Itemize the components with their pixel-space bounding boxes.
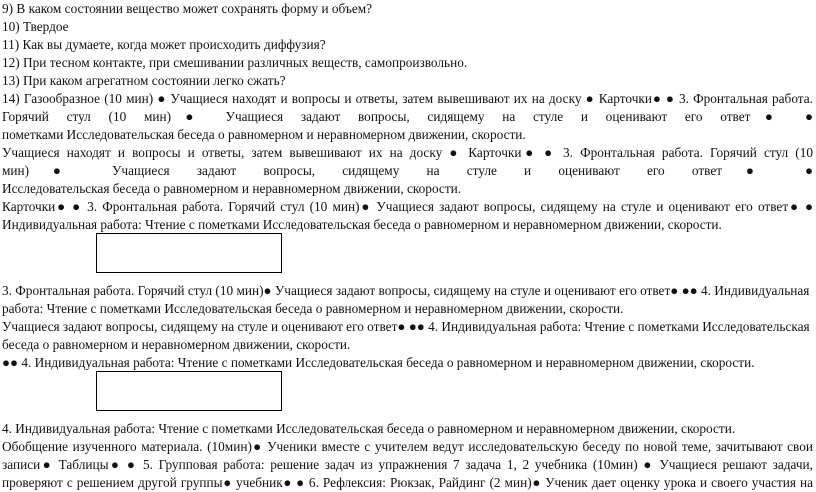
text-line: записи● Таблицы● ● 5. Групповая работа: решение задач из упражнения 7 задача 1, 2 учебника (10мин) ● Учащиеся решают задачи,	[2, 457, 813, 472]
text-line: пометками Исследовательская беседа о равномерном и неравномерном движении, скорости.	[2, 127, 526, 142]
text-line: беседа о равномерном и неравномерном движении, скорости.	[2, 337, 351, 352]
question-11: 11) Как вы думаете, когда может происходить диффузия?	[2, 37, 326, 52]
text-line: Учащиеся находят и вопросы и ответы, затем вывешивают их на доску ● Карточки● ● 3. Фронтальная работа. Горячий стул (10	[2, 145, 813, 160]
text-line: Обобщение изученного материала. (10мин)● Ученики вместе с учителем ведут исследовательскую беседу по новой теме, зачитывают свои	[2, 439, 813, 454]
text-line: 4. Индивидуальная работа: Чтение с пометками Исследовательская беседа о равномерном и неравномерном движении, скорости.	[2, 421, 736, 436]
image-placeholder-frame	[96, 233, 282, 273]
text-line: работа: Чтение с пометками Исследовательская беседа о равномерном и неравномерном движении, скорости.	[2, 301, 624, 316]
answer-14: 14) Газообразное (10 мин) ● Учащиеся находят и вопросы и ответы, затем вывешивают их на доску ● Карточки● ● 3. Фронтальная работа.	[2, 91, 813, 106]
question-9: 9) В каком состоянии вещество может сохранять форму и объем?	[2, 1, 373, 16]
question-13: 13) При каком агрегатном состоянии легко сжать?	[2, 73, 286, 88]
text-line: Горячий стул (10 мин)● Учащиеся задают вопросы, сидящему на стуле и оценивают его ответ● ●	[2, 109, 813, 124]
image-placeholder-frame	[96, 371, 282, 411]
answer-10: 10) Твердое	[2, 19, 69, 34]
text-line: ●● 4. Индивидуальная работа: Чтение с пометками Исследовательская беседа о равномерном и неравномерном движении, скорости.	[2, 355, 755, 370]
text-line: мин)● Учащиеся задают вопросы, сидящему на стуле и оценивают его ответ● ●	[2, 163, 813, 178]
text-line: Карточки● ● 3. Фронтальная работа. Горячий стул (10 мин)● Учащиеся задают вопросы, сидящему на стуле и оценивают его ответ● ●	[2, 199, 813, 214]
text-line: 3. Фронтальная работа. Горячий стул (10 мин)● Учащиеся задают вопросы, сидящему на стуле и оценивают его ответ● ●● 4. Индивидуальная	[2, 283, 810, 298]
text-line: Учащиеся задают вопросы, сидящему на стуле и оценивают его ответ● ●● 4. Индивидуальная работа: Чтение с пометками Исследовательская	[2, 319, 810, 334]
answer-12: 12) При тесном контакте, при смешивании различных веществ, самопроизвольно.	[2, 55, 468, 70]
text-line: Исследовательская беседа о равномерном и неравномерном движении, скорости.	[2, 181, 462, 196]
text-line: Индивидуальная работа: Чтение с пометками Исследовательская беседа о равномерном и неравномерном движении, скорости.	[2, 217, 722, 232]
text-line: проверяют с решением другой группы● учебник● ● 6. Рефлексия: Рюкзак, Райдинг (2 мин)● Ученик дает оценку урока и своего участия на	[2, 475, 813, 490]
